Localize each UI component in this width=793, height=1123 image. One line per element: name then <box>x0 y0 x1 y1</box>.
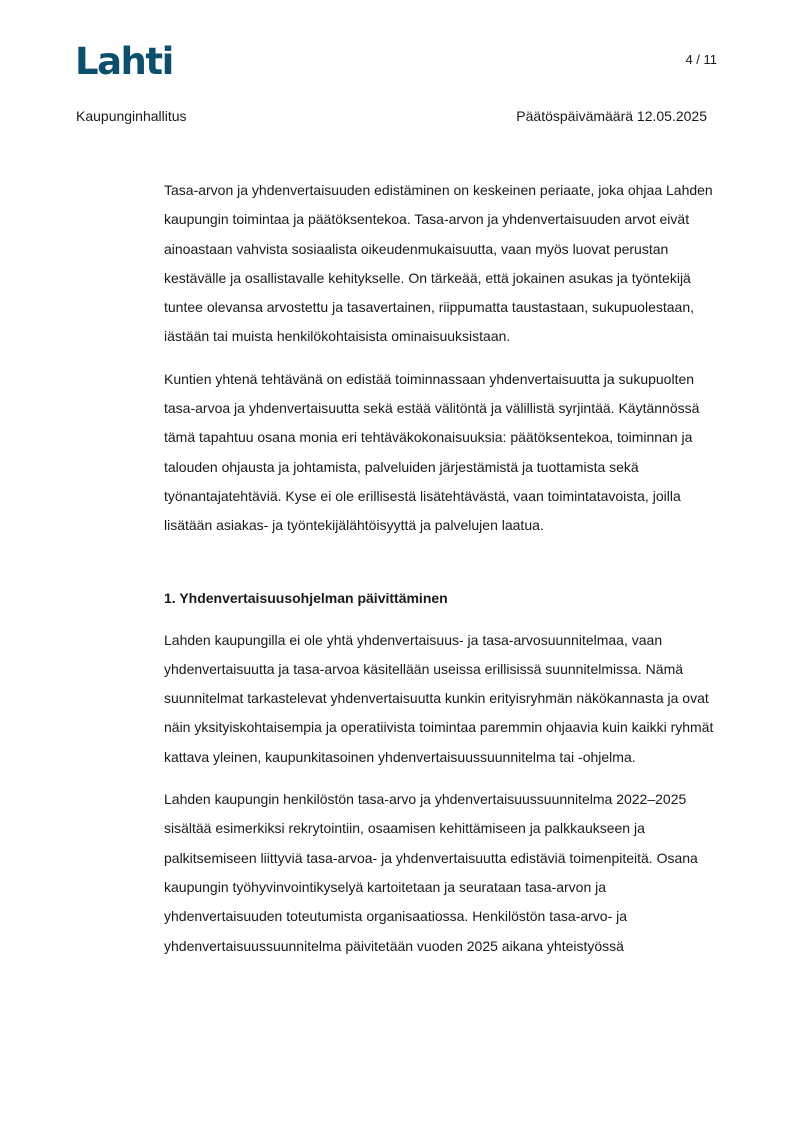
organization-name: Kaupunginhallitus <box>76 108 187 124</box>
decision-date: Päätöspäivämäärä 12.05.2025 <box>516 108 707 124</box>
document-body <box>164 176 724 961</box>
paragraph-1: Tasa-arvon ja yhdenvertaisuuden edistäminen on keskeinen periaate, joka ohjaa Lahden kaupungin toimintaa ja päätöksentekoa. Tasa-arvon ja yhdenvertaisuuden arvot eivät ainoastaan vahvista sosiaalista oikeudenmukaisuutta, vaan myös luovat perustan kestävälle ja osallistavalle kehitykselle. On tärkeää, että jokainen asukas ja työntekijä tuntee olevansa arvostettu ja tasavertainen, riippumatta taustastaan, sukupuolestaan, iästään tai muista henkilökohtaisista ominaisuuksistaan. <box>164 182 713 345</box>
page-number: 4 / 11 <box>685 52 717 67</box>
paragraph-3: Lahden kaupungilla ei ole yhtä yhdenvertaisuus- ja tasa-arvosuunnitelmaa, vaan yhdenvertaisuutta ja tasa-arvoa käsitellään useissa erillisissä suunnitelmissa. Nämä suunnitelmat tarkastelevat yhdenvertaisuutta kunkin erityisryhmän näkökannasta ja ovat näin yksityiskohtaisempia ja operatiivista toimintaa paremmin ohjaavia kuin kaikki ryhmät kattava yleinen, kaupunkitasoinen yhdenvertaisuussuunnitelma tai -ohjelma. <box>164 631 714 765</box>
paragraph-4: Lahden kaupungin henkilöstön tasa-arvo ja yhdenvertaisuussuunnitelma 2022–2025 sisältää esimerkiksi rekrytointiin, osaamisen kehittämiseen ja palkkaukseen ja palkitsemiseen liittyviä tasa-arvoa- ja yhdenvertaisuutta edistäviä toimenpiteitä. Osana kaupungin työhyvinvointikyselyä kartoitetaan ja seurataan tasa-arvon ja yhdenvertaisuuden toteutumista organisaatiossa. Henkilöstön tasa-arvo- ja yhdenvertaisuussuunnitelma päivitetään vuoden 2025 aikana yhteistyössä <box>164 791 698 954</box>
lahti-logo: Lahti <box>75 40 173 83</box>
paragraph-2: Kuntien yhtenä tehtävänä on edistää toiminnassaan yhdenvertaisuutta ja sukupuolten tasa-arvoa ja yhdenvertaisuutta sekä estää välitöntä ja välillistä syrjintää. Käytännössä tämä tapahtuu osana monia eri tehtäväkokonaisuuksia: päätöksentekoa, toiminnan ja talouden ohjausta ja johtamista, palveluiden järjestämistä ja tuottamista sekä työnantajatehtäviä. Kyse ei ole erillisestä lisätehtävästä, vaan toimintatavoista, joilla lisätään asiakas- ja työntekijälähtöisyyttä ja palvelujen laatua. <box>164 370 700 534</box>
section-heading: 1. Yhdenvertaisuusohjelman päivittäminen <box>164 589 448 606</box>
